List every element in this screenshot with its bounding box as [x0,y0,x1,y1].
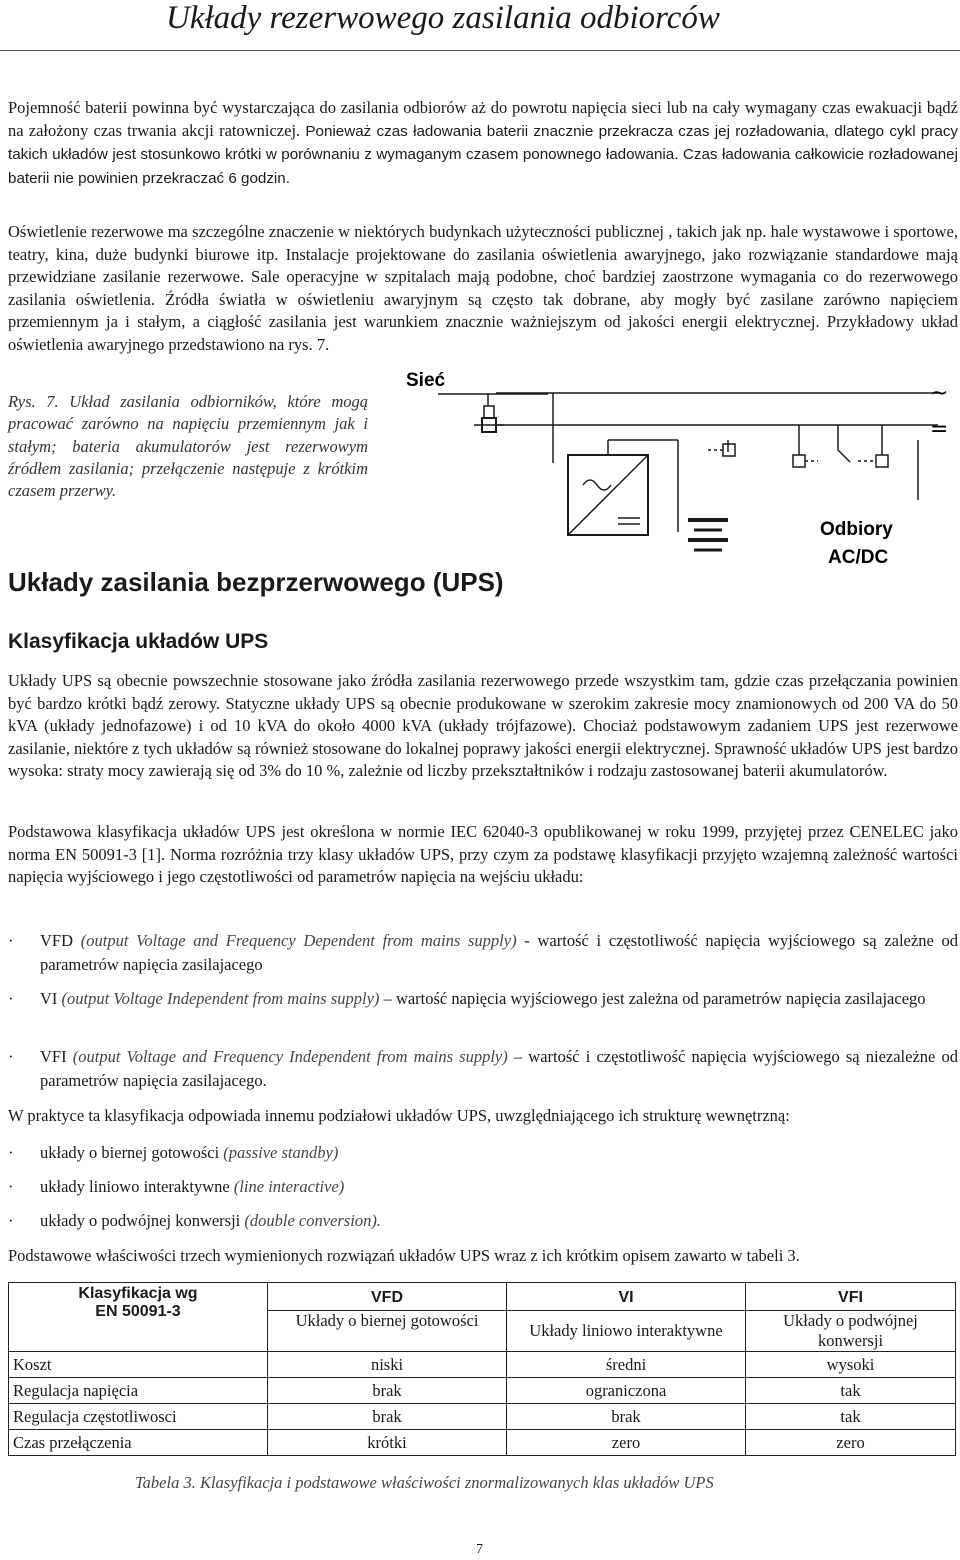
table-cell: niski [268,1352,507,1378]
table-cell: średni [507,1352,746,1378]
subsection-heading-classification: Klasyfikacja układów UPS [8,630,269,653]
table-caption: Tabela 3. Klasyfikacja i podstawowe właściwości znormalizowanych klas układów UPS [135,1473,714,1492]
table-subheader-cell: Układy o biernej gotowości [268,1311,507,1352]
structure-en: (double conversion). [244,1211,381,1230]
class-abbr: VI [40,989,58,1008]
table-cell: brak [268,1404,507,1430]
structure-name: układy liniowo interaktywne [40,1177,230,1196]
bullet-dot: · [8,931,14,950]
table-header-vi: VI [507,1283,746,1311]
ac-symbol-icon: ~ [930,381,949,406]
relay-coil-2 [793,455,805,467]
table-cell: brak [268,1378,507,1404]
list-item-structure [8,1175,958,1199]
table-header-vfi: VFI [746,1283,956,1311]
structure-en: (line interactive) [233,1177,345,1196]
bullet-dot: · [8,1177,14,1196]
table-row [9,1352,956,1378]
bullet-dot: · [8,1143,14,1162]
paragraph-battery-capacity [8,97,958,190]
fuse-symbol [484,406,494,418]
table-cell: wysoki [746,1352,956,1378]
label-acdc: AC/DC [828,547,889,568]
class-abbr: VFD [40,931,74,950]
page-header-title: Układy rezerwowego zasilania odbiorców [166,0,720,36]
relay-coil-3 [876,455,888,467]
paragraph-ups-intro: Układy UPS są obecnie powszechnie stosowane jako źródła zasilania rezerwowego przede wszystkim tam, gdzie czas przełączania powinien być bardzo krótki bądź zerowy. Statyczne układy UPS są obecnie produkowane w szerokim zakresie mocy znamionowych od 200 VA do 50 kVA (układy jednofazowe) i od 10 kVA do około 4000 kVA (układy trójfazowe). Chociaż podstawowym zadaniem UPS jest rezerwowe zasilanie, niektóre z tych układów są również stosowane do lokalnej poprawy jakości energii elektrycznej. Sprawność układów UPS jest bardzo wysoka: straty mocy zawierają się od 3% do 10 %, zależnie od liczby przekształtników i rodzaju zastosowanej baterii akumulatorów. [8,671,959,780]
list-item-vfd [8,929,958,977]
table-header-label-line2: EN 50091-3 [95,1303,181,1320]
table-cell: tak [746,1404,956,1430]
structure-name: układy o biernej gotowości [40,1143,220,1162]
bullet-dot: · [8,989,14,1008]
structure-en: (passive standby) [223,1143,339,1162]
label-siec: Sieć [406,370,446,391]
section-heading-ups: Układy zasilania bezprzerwowego (UPS) [8,567,504,597]
class-description: (output Voltage and Frequency Independent from mains supply) [72,1047,508,1066]
ups-classification-table [8,1282,956,1456]
table-row-label: Regulacja napięcia [9,1378,268,1404]
table-header-label-line1: Klasyfikacja wg [78,1285,198,1302]
relay-coil-1 [723,444,735,456]
table-row-label: Czas przełączenia [9,1430,268,1456]
header-divider [0,50,960,51]
table-row [9,1404,956,1430]
paragraph-text-sans: Ponieważ czas ładowania baterii znacznie przekracza czas jej rozładowania, dlatego cykl pracy takich układów jest stosunkowo krótki w porównaniu z wymaganym czasem ponownego ładowania. Czas ładowania całkowicie rozładowanej baterii nie powinien przekraczać 6 godzin. [8,122,959,187]
table-subheader-cell: Układy o podwójnej konwersji [746,1311,956,1352]
class-description: (output Voltage and Frequency Dependent from mains supply) [80,931,517,950]
class-description: (output Voltage Independent from mains supply) [61,989,380,1008]
emergency-lighting-diagram [378,360,958,575]
table-cell: zero [746,1430,956,1456]
table-row [9,1378,956,1404]
table-row [9,1430,956,1456]
table-cell: ograniczona [507,1378,746,1404]
figure-caption: Rys. 7. Układ zasilania odbiorników, które mogą pracować zarówno na napięciu przemiennym jak i stałym; bateria akumulatorów jest rezerwowym źródłem zasilania; przełączenie następuje z krótkim czasem przerwy. [8,392,368,501]
paragraph-text: Pojemność baterii powinna być wystarczająca do zasilania odbiorów aż do powrotu napięcia sieci lub na cały wymagany czas ewakuacji bądź na założony czas trwania akcji ratowniczej. [8,98,958,140]
paragraph-table-intro: Podstawowe właściwości trzech wymienionych rozwiązań układów UPS wraz z ich krótkim opisem zawarto w tabeli 3. [8,1246,800,1265]
sine-wave-icon [583,480,611,490]
page-number: 7 [476,1542,483,1557]
list-item-structure [8,1141,958,1165]
table-header-label [9,1283,268,1352]
list-item-structure [8,1209,958,1233]
table-cell: brak [507,1404,746,1430]
switch-contact [838,450,850,462]
dc-symbol-icon: = [930,417,949,442]
table-header-row [9,1283,956,1311]
bullet-dot: · [8,1211,14,1230]
structure-name: układy o podwójnej konwersji [40,1211,241,1230]
table-cell: tak [746,1378,956,1404]
paragraph-emergency-lighting: Oświetlenie rezerwowe ma szczególne znaczenie w niektórych budynkach użyteczności publicznej , takich jak np. hale wystawowe i sportowe, teatry, kina, duże budynki biurowe itp. Instalacje projektowane do zasilania oświetlenia awaryjnego, jako rozwiązanie standardowe mają przewidziane zasilanie rezerwowe. Sale operacyjne w szpitalach mają podobne, choć bardziej zaostrzone wymagania co do rezerwowego zasilania oświetlenia. Źródła światła w oświetleniu awaryjnym są często tak dobrane, aby mogły być zasilane zarówno napięciem przemiennym ja i stałym, a ciągłość zasilania jest warunkiem znacznie ważniejszym od jakości energii elektrycznej. Przykładowy układ oświetlenia awaryjnego przedstawiono na rys. 7. [8,222,958,354]
list-item-vi [8,987,958,1011]
class-text: – wartość napięcia wyjściowego jest zależna od parametrów napięcia zasilajacego [379,989,926,1008]
table-row-label: Koszt [9,1352,268,1378]
class-text: – wartość i częstotliwość napięcia wyjściowego są niezależne od parametrów napięcia zasilajacego. [40,1047,958,1090]
bullet-dot: · [8,1047,14,1066]
paragraph-ups-classification: Podstawowa klasyfikacja układów UPS jest określona w normie IEC 62040-3 opublikowanej w roku 1999, przyjętej przez CENELEC jako norma EN 50091-3 [1]. Norma rozróżnia trzy klasy układów UPS, przy czym za podstawę klasyfikacji przyjęto wzajemną zależność wartości napięcia wyjściowego i jego częstotliwości od parametrów napięcia na wejściu układu: [8,822,958,886]
table-row-label: Regulacja częstotliwosci [9,1404,268,1430]
table-cell: krótki [268,1430,507,1456]
list-item-vfi [8,1045,958,1093]
paragraph-structure: W praktyce ta klasyfikacja odpowiada innemu podziałowi układów UPS, uwzględniającego ich strukturę wewnętrzną: [8,1106,790,1125]
table-subheader-cell: Układy liniowo interaktywne [507,1311,746,1352]
label-odbiory: Odbiory [820,519,893,540]
table-cell: zero [507,1430,746,1456]
class-text: - wartość i częstotliwość napięcia wyjściowego są zależne od parametrów napięcia zasilajacego [40,931,958,974]
table-header-vfd: VFD [268,1283,507,1311]
class-abbr: VFI [40,1047,67,1066]
